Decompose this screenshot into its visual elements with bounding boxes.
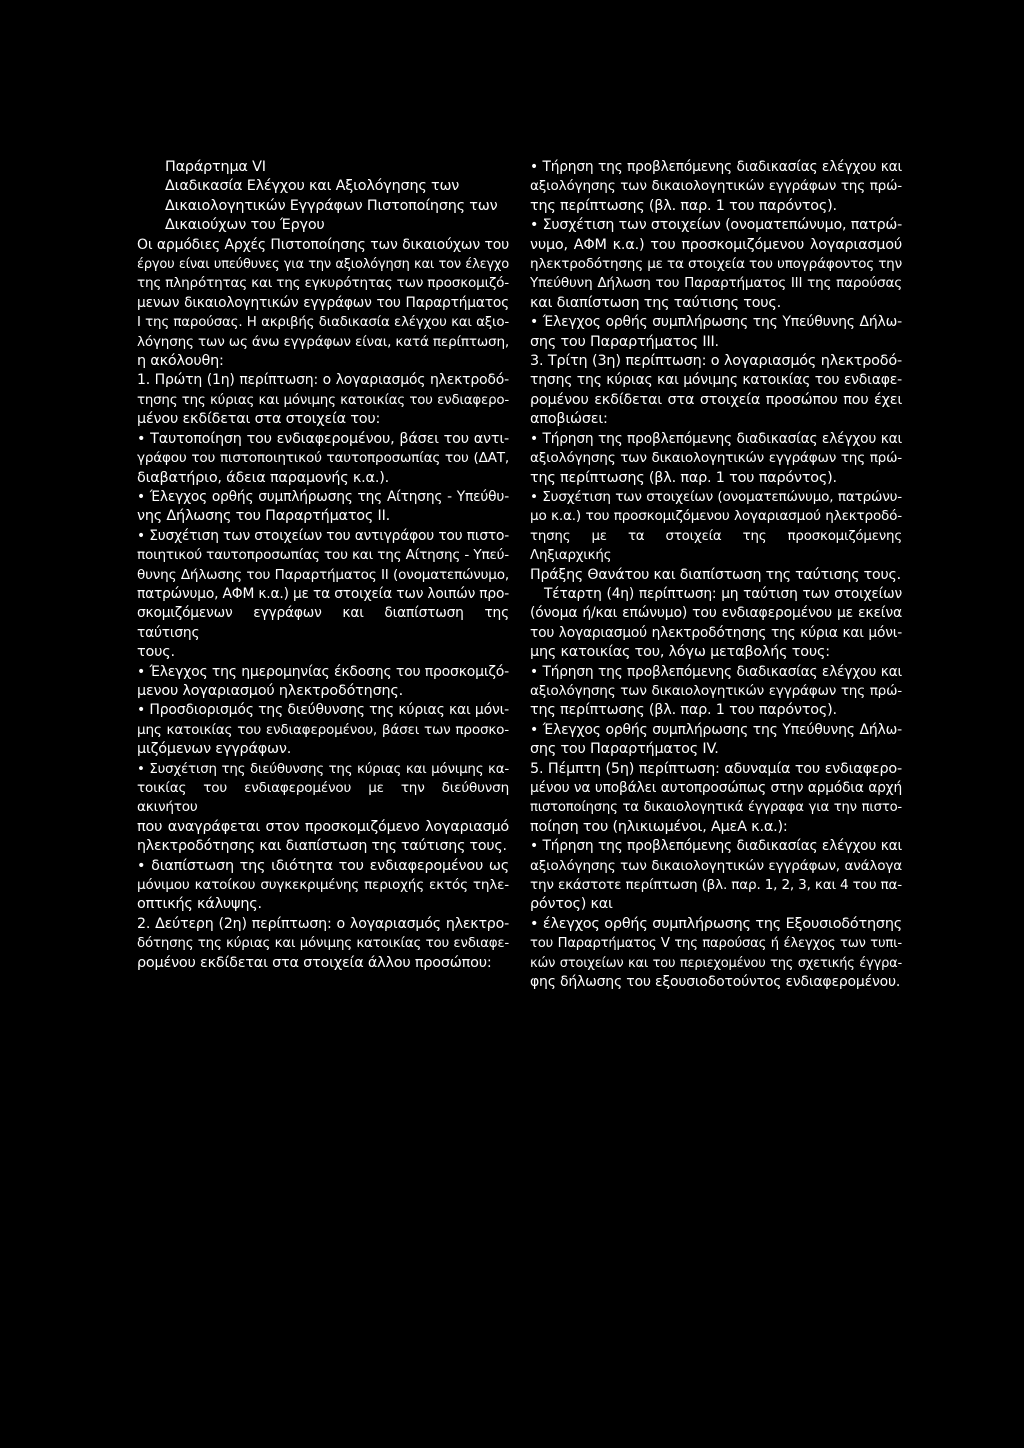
text-line: 2. Δεύτερη (2η) περίπτωση: ο λογαριασμός ηλεκτρο- (137, 915, 509, 932)
text-line: μένου να υποβάλει αυτοπροσώπως στην αρμόδια αρχή (530, 780, 902, 796)
text-line: Τέταρτη (4η) περίπτωση: μη ταύτιση των στοιχείων (544, 585, 902, 602)
left-text-column (137, 158, 509, 973)
text-line: ηλεκτροδότησης και διαπίστωση της ταύτισης τους. (137, 838, 507, 855)
text-line: Δικαιούχων του Έργου (165, 217, 325, 234)
text-line: • Έλεγχος της ημερομηνίας έκδοσης του προσκομιζό- (137, 663, 509, 680)
text-line: μης κατοικίας του, λόγω μεταβολής τους: (530, 644, 830, 661)
text-line: • Συσχέτιση των στοιχείων (ονοματεπώνυμο, πατρώνυ- (530, 488, 902, 505)
text-line: μένου εκδίδεται στα στοιχεία του: (137, 411, 381, 428)
text-line: σης του Παραρτήματος IV. (530, 741, 719, 758)
text-line: • Έλεγχος ορθής συμπλήρωσης της Υπεύθυνης Δήλω- (530, 721, 902, 738)
text-line: γράφου του πιστοποιητικού ταυτοπροσωπίας του (ΔΑΤ, (137, 450, 509, 467)
text-line: μενων δικαιολογητικών εγγράφων του Παραρτήματος (137, 294, 509, 311)
text-line: ηλεκτροδότησης με τα στοιχεία του υπογράφοντος την (530, 256, 902, 273)
text-line: ρομένου εκδίδεται στα στοιχεία προσώπου που έχει (530, 391, 902, 408)
right-text-column (530, 158, 902, 992)
text-line: θυνης Δήλωσης του Παραρτήματος ΙΙ (ονοματεπώνυμο, (137, 566, 509, 583)
text-line: μης κατοικίας του ενδιαφερομένου, βάσει των προσκο- (137, 721, 509, 738)
text-line: πιστοποίησης τα δικαιολογητικά έγγραφα για την πιστο- (530, 800, 902, 816)
text-line: • Τήρηση της προβλεπόμενης διαδικασίας ελέγχου και (530, 159, 902, 175)
text-line: ποιητικού ταυτοπροσωπίας του και της Αίτησης - Υπεύ- (137, 547, 509, 564)
text-line: Οι αρμόδιες Αρχές Πιστοποίησης των δικαιούχων του (137, 236, 509, 253)
text-line: του λογαριασμού ηλεκτροδότησης της κύρια και μόνι- (530, 624, 902, 641)
text-line: τοικίας του ενδιαφερομένου με την διεύθυνση ακινήτου (137, 780, 509, 816)
text-line: • Προσδιορισμός της διεύθυνσης της κύριας και μόνι- (137, 702, 509, 719)
text-line: Δικαιολογητικών Εγγράφων Πιστοποίησης των (165, 197, 498, 214)
text-line: Υπεύθυνη Δήλωση του Παραρτήματος ΙΙΙ της παρούσας (530, 275, 902, 292)
text-line: • Ταυτοποίηση του ενδιαφερομένου, βάσει του αντι- (137, 430, 509, 447)
text-line: της περίπτωσης (βλ. παρ. 1 του παρόντος). (530, 702, 837, 719)
text-line: η ακόλουθη: (137, 353, 224, 370)
text-line: δότησης της κύριας και μόνιμης κατοικίας του ενδιαφε- (137, 936, 509, 952)
text-line: μιζόμενων εγγράφων. (137, 741, 292, 758)
text-line: αξιολόγησης των δικαιολογητικών εγγράφων της πρώ- (530, 682, 902, 699)
text-line: 5. Πέμπτη (5η) περίπτωση: αδυναμία του ενδιαφερο- (530, 760, 902, 777)
text-line: της περίπτωσης (βλ. παρ. 1 του παρόντος). (530, 469, 837, 486)
text-line: της περίπτωσης (βλ. παρ. 1 του παρόντος). (530, 197, 837, 214)
text-line: 1. Πρώτη (1η) περίπτωση: ο λογαριασμός ηλεκτροδό- (137, 372, 509, 389)
text-line: και διαπίστωση της ταύτισης τους. (530, 294, 782, 311)
text-line: τησης της κύριας και μόνιμης κατοικίας του ενδιαφερο- (137, 392, 509, 408)
text-line: Διαδικασία Ελέγχου και Αξιολόγησης των (165, 178, 460, 195)
text-line: της πληρότητας και της εγκυρότητας των προσκομιζό- (137, 275, 510, 292)
text-line: κών στοιχείων και του περιεχομένου της σχετικής έγγρα- (530, 955, 902, 971)
text-line: αποβιώσει: (530, 411, 608, 428)
text-line: νυμο, ΑΦΜ κ.α.) του προσκομιζόμενου λογαριασμού (530, 236, 902, 253)
text-line: σης του Παραρτήματος ΙΙΙ. (530, 333, 719, 350)
text-line: λόγησης των ως άνω εγγράφων είναι, κατά περίπτωση, (137, 333, 509, 350)
text-line: ρόντος) και (530, 896, 613, 913)
text-line: • Τήρηση της προβλεπόμενης διαδικασίας ελέγχου και (530, 663, 902, 680)
text-line: μο κ.α.) του προσκομιζόμενου λογαριασμού ηλεκτροδό- (530, 508, 902, 525)
text-line: • έλεγχος ορθής συμπλήρωσης της Εξουσιοδότησης (530, 915, 902, 932)
text-line: έργου είναι υπεύθυνες για την αξιολόγηση και τον έλεγχο (137, 257, 509, 273)
text-line: αξιολόγησης των δικαιολογητικών εγγράφων της πρώ- (530, 178, 902, 195)
text-line: ποίηση του (ηλικιωμένοι, ΑμεΑ κ.α.): (530, 818, 788, 835)
text-line: που αναγράφεται στον προσκομιζόμενο λογαριασμό (137, 818, 509, 835)
text-line: του Παραρτήματος V της παρούσας ή έλεγχος των τυπι- (530, 936, 902, 952)
text-line: μενου λογαριασμού ηλεκτροδότησης. (137, 682, 404, 699)
text-line: αξιολόγησης των δικαιολογητικών εγγράφων, ανάλογα (530, 857, 902, 874)
text-line: οπτικής κάλυψης. (137, 896, 262, 913)
text-line: νης Δήλωσης του Παραρτήματος ΙΙ. (137, 508, 390, 525)
text-line: • Τήρηση της προβλεπόμενης διαδικασίας ελέγχου και (530, 430, 902, 447)
text-line: τησης με τα στοιχεία της προσκομιζόμενης Ληξιαρχικής (530, 528, 902, 564)
text-line: τους. (137, 644, 175, 661)
text-line: • Τήρηση της προβλεπόμενης διαδικασίας ελέγχου και (530, 838, 902, 855)
text-line: • διαπίστωση της ιδιότητα του ενδιαφερομένου ως (137, 857, 509, 874)
text-line: μόνιμου κατοίκου συγκεκριμένης περιοχής εκτός τηλε- (137, 877, 509, 894)
text-line: • Συσχέτιση της διεύθυνσης της κύριας και μόνιμης κα- (137, 761, 509, 777)
text-line: ρομένου εκδίδεται στα στοιχεία άλλου προσώπου: (137, 954, 492, 971)
text-line: αξιολόγησης των δικαιολογητικών εγγράφων της πρώ- (530, 450, 902, 467)
text-line: • Συσχέτιση των στοιχείων (ονοματεπώνυμο, πατρώ- (530, 217, 902, 234)
text-line: πατρώνυμο, ΑΦΜ κ.α.) με τα στοιχεία των λοιπών προ- (137, 585, 509, 602)
text-line: την εκάστοτε περίπτωση (βλ. παρ. 1, 2, 3, και 4 του πα- (530, 877, 902, 894)
text-line: • Έλεγχος ορθής συμπλήρωσης της Υπεύθυνης Δήλω- (530, 314, 902, 331)
text-line: 3. Τρίτη (3η) περίπτωση: ο λογαριασμός ηλεκτροδό- (530, 353, 902, 370)
text-line: σκομιζόμενων εγγράφων και διαπίστωση της ταύτισης (137, 605, 509, 641)
text-line: Παράρτημα VI (165, 159, 266, 175)
text-line: Πράξης Θανάτου και διαπίστωση της ταύτισης τους. (530, 566, 901, 583)
text-line: διαβατήριο, άδεια παραμονής κ.α.). (137, 469, 389, 486)
text-line: • Έλεγχος ορθής συμπλήρωσης της Αίτησης - Υπεύθυ- (137, 488, 509, 505)
text-line: τησης της κύριας και μόνιμης κατοικίας του ενδιαφε- (530, 372, 902, 389)
text-line: • Συσχέτιση των στοιχείων του αντιγράφου του πιστο- (137, 527, 509, 544)
text-line: φης δήλωσης του εξουσιοδοτούντος ενδιαφερομένου. (530, 974, 901, 991)
text-line: (όνομα ή/και επώνυμο) του ενδιαφερομένου με εκείνα (530, 605, 902, 622)
text-line: Ι της παρούσας. Η ακριβής διαδικασία ελέγχου και αξιο- (137, 315, 509, 331)
